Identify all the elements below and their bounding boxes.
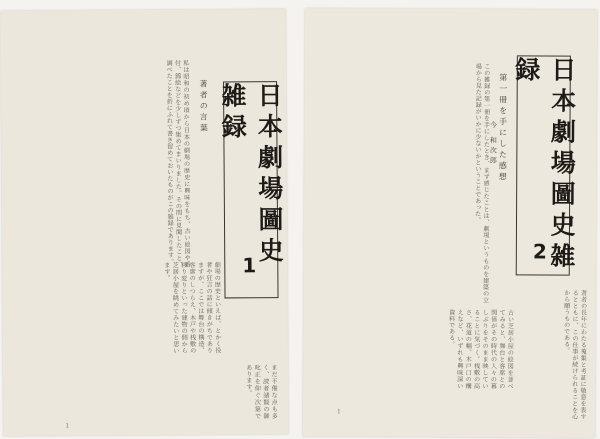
booklet-2-body-lower: 著者の長年にわたる蒐集と考証に敬意を表するとともに、この仕事が続けられることを心から願うものである。 — [562, 289, 587, 420]
booklet-1-body-lower: まだ不備な点も多く、読者諸賢の御叱正を仰ぐ次第であります。 — [244, 364, 278, 420]
booklet-2-cover-page — [303, 8, 597, 438]
booklet-1-body-upper: 私は昭和の初め頃から日本の劇場の歴史に興味をもち、古い絵図や番付、錦絵などを少しずつ集めてまいりました。その間に見聞したこと、調べたことを折にふれて書き留めておいたものがこの雑録であります。 — [165, 59, 191, 268]
booklet-1-body-middle: 劇場の歴史といえば、とかく役者や狂言の話に傾きがちでありますが、ここでは舞台の構造、客席のしつらえ、木戸や桟敷の移り変りといった建物の側から芝居小屋を眺めてみたいと思います。 — [162, 261, 221, 354]
booklet-1-page-number: 1 — [65, 422, 70, 430]
booklet-2-byline: 今 和次郎 — [489, 121, 498, 167]
booklet-1-cover-page — [1, 9, 289, 436]
booklet-2-title: 日本劇場圖史雑録 — [511, 56, 577, 274]
booklet-2-volume-number: 2 — [532, 239, 547, 264]
booklet-1-title: 日本劇場圖史雑録 — [218, 82, 285, 269]
booklet-1-volume-number: 1 — [242, 253, 257, 278]
booklet-2-body-middle: 古い芝居小屋の絵図を並べてみると、舞台と客席との関係がその時代の人々の暮しぶりをそのまま映していることに気づく。桟敷の高さ、花道の幅、木戸口の構えなど、いずれも興味深い資料である。 — [447, 308, 514, 390]
booklet-1-section-heading: 著者の言葉 — [199, 79, 209, 135]
booklet-2-page-number: 1 — [336, 408, 341, 416]
booklet-2-body-upper: この雑録の第一冊を手にしたとき、まず感じたことは、劇場というものを建築の立場から見た記録がいかに少ないかということであった。 — [473, 63, 490, 304]
booklet-2-section-heading: 第一冊を手にした感想 — [498, 73, 508, 184]
